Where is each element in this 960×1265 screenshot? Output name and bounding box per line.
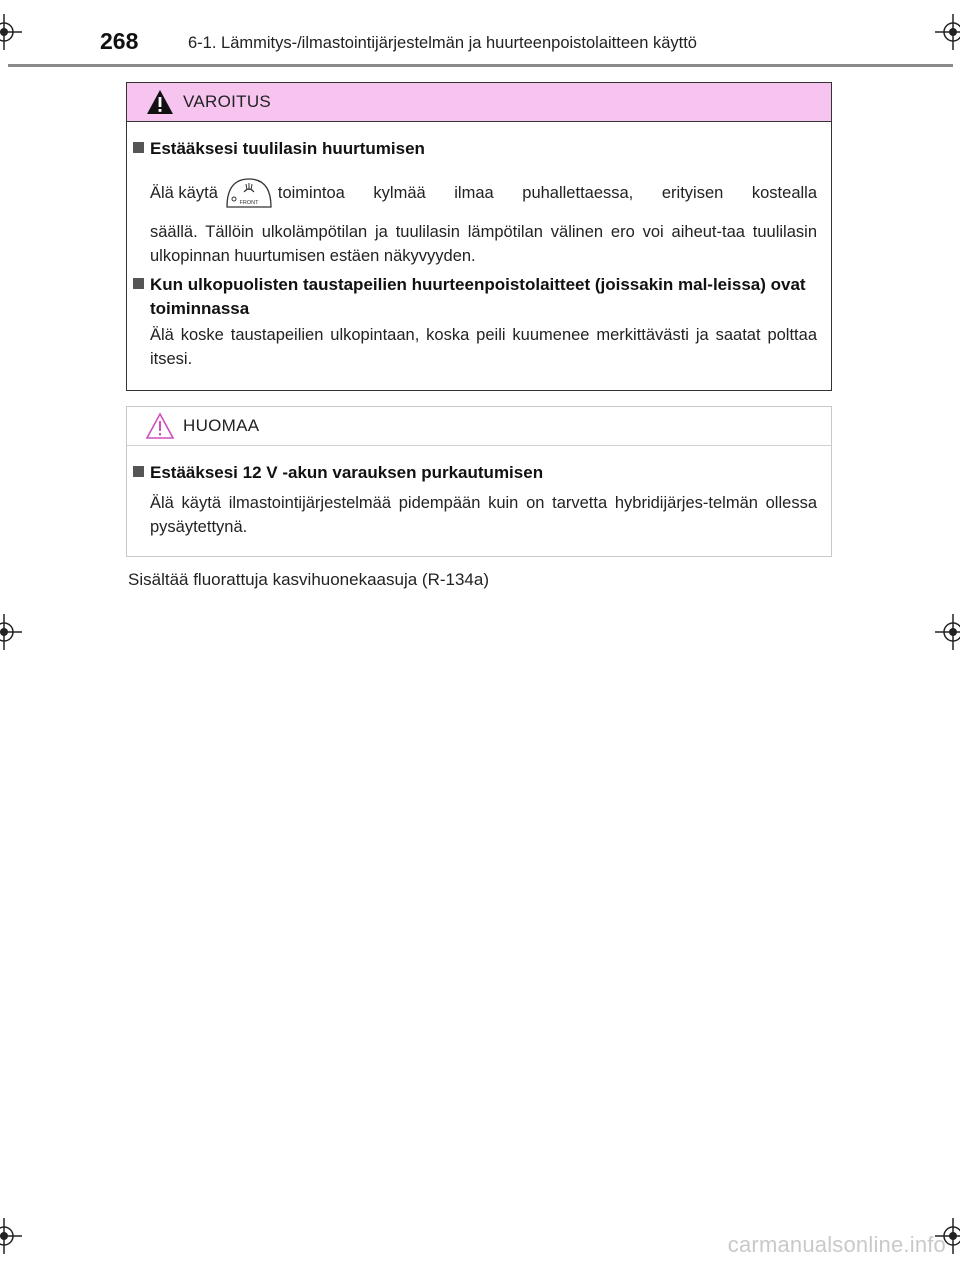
svg-text:FRONT: FRONT — [239, 200, 259, 206]
page-header — [0, 0, 960, 70]
warning-header — [127, 83, 831, 122]
warning-section-1-icon-line — [150, 174, 817, 212]
crop-mark-mid-right — [935, 614, 960, 650]
refrigerant-note: Sisältää fluorattuja kasvihuonekaasuja (R-134a) — [128, 570, 489, 589]
notice-section-1-title: Estääksesi 12 V -akun varauksen purkautumisen — [133, 461, 823, 485]
notice-header — [127, 407, 831, 446]
caution-triangle-icon — [145, 412, 175, 440]
warning-section-1-text-before-icon: Älä käytä — [150, 184, 218, 202]
bullet-square-icon — [133, 142, 144, 153]
warning-section-1-text: säällä. Tällöin ulkolämpötilan ja tuulilasin lämpötilan välinen ero voi aiheut-taa tuulilasin ulkopinnan huurtumisen estäen näkyvyyden. — [150, 223, 817, 265]
front-defroster-button-icon — [224, 176, 274, 210]
header-divider — [8, 64, 953, 67]
warning-section-1-text-after-icon: toimintoa kylmää ilmaa puhallettaessa, erityisen kostealla — [277, 184, 817, 202]
warning-box — [126, 82, 832, 391]
notice-box — [126, 406, 832, 557]
notice-heading: HUOMAA — [183, 416, 260, 435]
page-number: 268 — [100, 28, 139, 54]
crop-mark-bottom-left — [0, 1218, 22, 1254]
warning-section-2-text: Älä koske taustapeilien ulkopintaan, koska peili kuumenee merkittävästi ja saatat polttaa itsesi. — [150, 326, 817, 368]
bullet-square-icon — [133, 278, 144, 289]
warning-section-2-title: Kun ulkopuolisten taustapeilien huurteenpoistolaitteet (joissakin mal-leissa) ovat toiminnassa — [133, 273, 823, 321]
watermark: carmanualsonline.info — [727, 1232, 946, 1257]
chapter-title: 6-1. Lämmitys-/ilmastointijärjestelmän ja huurteenpoistolaitteen käyttö — [188, 34, 697, 52]
warning-section-1-title: Estääksesi tuulilasin huurtumisen — [133, 137, 823, 161]
notice-section-1-text: Älä käytä ilmastointijärjestelmää pidempään kuin on tarvetta hybridijärjes-telmän ollessa pysäytettynä. — [150, 494, 817, 536]
warning-heading: VAROITUS — [183, 92, 272, 111]
crop-mark-mid-left — [0, 614, 22, 650]
bullet-square-icon — [133, 466, 144, 477]
warning-triangle-icon — [145, 88, 175, 116]
